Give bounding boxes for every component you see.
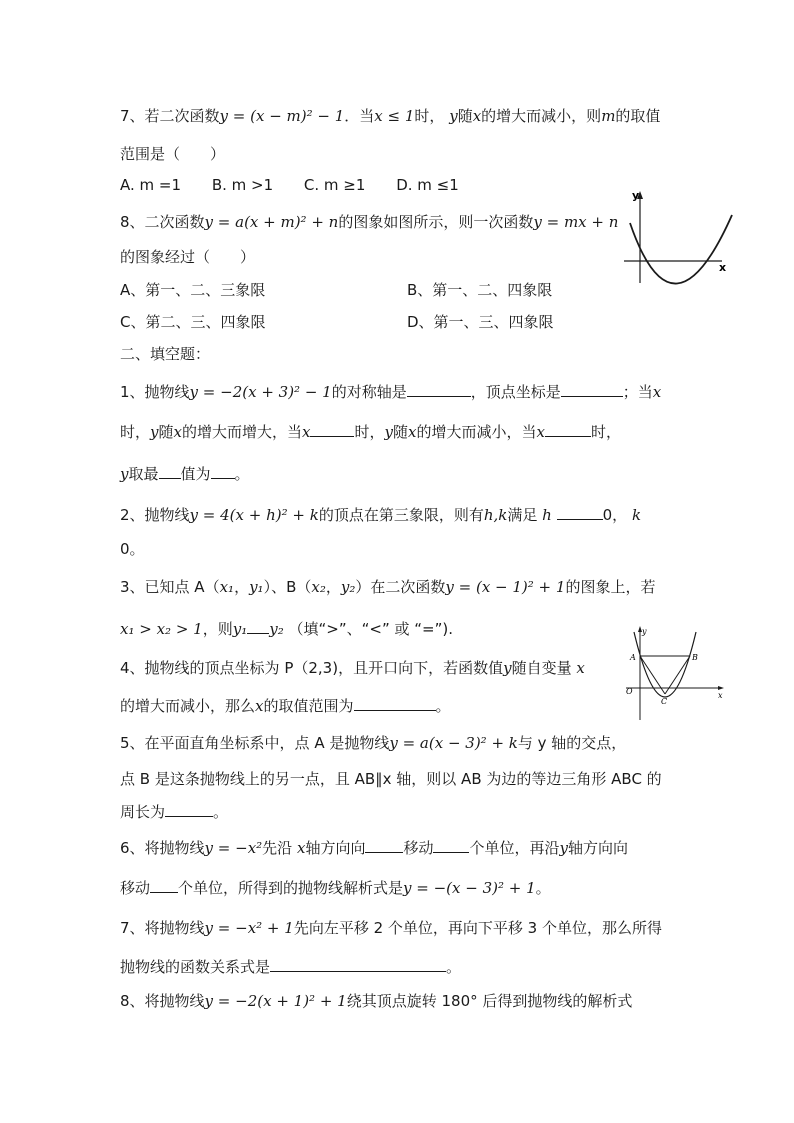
blank-y-units[interactable] (150, 876, 178, 893)
var-y: y (120, 465, 129, 483)
f4-line1 (120, 658, 585, 678)
f6-formula: y = −x² (204, 839, 263, 857)
f6-line2 (120, 876, 551, 898)
q7-option-d: D. m ≤1 (396, 176, 459, 194)
f8-text: 绕其顶点旋转 180° 后得到抛物线的解析式 (346, 992, 633, 1010)
f3-condition: x₁ > x₂ > 1 (120, 620, 203, 638)
q8-formula2: y = mx + n (533, 213, 619, 231)
f6-text: 个单位，再沿 (469, 839, 560, 857)
q7-text: ．当 (344, 107, 375, 125)
f4-line2 (120, 694, 451, 716)
f1-text: 时， (590, 423, 621, 441)
f3-text: ， (234, 578, 250, 596)
blank-x-range[interactable] (354, 694, 436, 711)
point-a-label: A (630, 653, 636, 662)
f5-text: 5、在平面直角坐标系中，点 A 是抛物线 (120, 734, 390, 752)
f3-line1 (120, 577, 655, 597)
f7-line2 (120, 955, 461, 977)
f1-text: 时， (120, 423, 151, 441)
f4-text: 4、抛物线的顶点坐标为 P（2,3)，且开口向下，若函数值 (120, 659, 504, 677)
var-x2: x₂ (311, 578, 326, 596)
q7-text: 的增大而减小，则 (481, 107, 602, 125)
q7-text: 7、若二次函数 (120, 107, 220, 125)
f7-text: 抛物线的函数关系式是 (120, 958, 271, 976)
q8-line2: 的图象经过（ ） (120, 248, 256, 266)
f2-text: 0， (602, 506, 628, 524)
blank-max-min[interactable] (159, 462, 181, 479)
f8-text: 8、将抛物线 (120, 992, 205, 1010)
var-k: k (631, 506, 642, 524)
q7-options (120, 175, 459, 195)
f7-text: 7、将抛物线 (120, 919, 205, 937)
f6-formula2: y = −(x − 3)² + 1 (403, 879, 536, 897)
var-x: x (652, 383, 662, 401)
q8-formula: y = a(x + m)² + n (204, 213, 339, 231)
q8-options-row2 (120, 312, 265, 332)
f1-line1 (120, 380, 661, 402)
f6-text: 移动 (120, 879, 151, 897)
blank-increase-range[interactable] (310, 420, 354, 437)
var-y1: y₁ (232, 620, 248, 638)
var-y: y (384, 423, 393, 441)
var-x: x (296, 839, 306, 857)
f4-text: 的取值范围为 (263, 697, 354, 715)
f6-line1 (120, 836, 628, 858)
f7-line1 (120, 918, 662, 938)
q8-options-row1 (120, 280, 265, 300)
f1-line2 (120, 420, 621, 442)
q7-formula: y = (x − m)² − 1 (219, 107, 345, 125)
f6-text: 6、将抛物线 (120, 839, 205, 857)
f5-line1 (120, 733, 626, 753)
blank-x-units[interactable] (433, 836, 469, 853)
f1-line3 (120, 462, 250, 484)
section-heading: 二、填空题： (120, 345, 211, 363)
f4-text: 随自变量 (511, 659, 572, 677)
q7-option-c: C. m ≥1 (303, 176, 366, 194)
f3-text: ，则 (202, 620, 233, 638)
f7-text: 。 (446, 958, 462, 976)
parabola-curve (634, 632, 696, 697)
f1-text: 值为 (180, 465, 211, 483)
var-y: y (150, 423, 159, 441)
f1-formula: y = −2(x + 3)² − 1 (189, 383, 332, 401)
var-x: x (173, 423, 182, 441)
f3-text: 的图象上，若 (565, 578, 656, 596)
f1-text: 。 (234, 465, 250, 483)
f7-formula: y = −x² + 1 (204, 919, 294, 937)
f1-text: 的增大而增大，当 (181, 423, 302, 441)
f2-formula: y = 4(x + h)² + k (189, 506, 319, 524)
var-y: y (559, 839, 568, 857)
f3-text: ）在二次函数 (355, 578, 446, 596)
q8-parabola-graph (618, 183, 738, 293)
var-y: y (449, 107, 458, 125)
f3-formula: y = (x − 1)² + 1 (445, 578, 566, 596)
f5-text: 周长为 (120, 803, 166, 821)
f6-text: 个单位，所得到的抛物线解析式是 (178, 879, 404, 897)
q8-line1 (120, 212, 618, 232)
q7-line2: 范围是（ ） (120, 145, 226, 163)
f5-formula: y = a(x − 3)² + k (389, 734, 518, 752)
graph-origin-label: O (626, 687, 633, 696)
q8-option-c: C、第二、三、四象限 (120, 313, 266, 331)
var-y2: y₂ (269, 620, 284, 638)
f1-text: 的对称轴是 (331, 383, 407, 401)
f3-text: （填“>”、“<” 或 “=”). (288, 620, 453, 638)
q8-option-a: A、第一、二、三象限 (120, 281, 266, 299)
f1-text: 1、抛物线 (120, 383, 190, 401)
var-y1: y₁ (249, 578, 264, 596)
q7-option-b: B. m >1 (211, 176, 274, 194)
var-x: x (536, 423, 545, 441)
f5-line3 (120, 800, 228, 822)
f2-line1 (120, 503, 641, 525)
var-x: x (472, 107, 482, 125)
f6-text: 。 (535, 879, 551, 897)
f2-text: 满足 (507, 506, 538, 524)
var-h: h (542, 506, 552, 524)
q7-condition: x ≤ 1 (374, 107, 415, 125)
f1-text: ，顶点坐标是 (470, 383, 561, 401)
point-b-label: B (692, 653, 698, 662)
f5-text: 。 (213, 803, 229, 821)
var-x: x (576, 659, 585, 677)
f6-text: 先沿 (262, 839, 293, 857)
graph-y-label: y (642, 627, 647, 636)
f2-text: 2、抛物线 (120, 506, 190, 524)
blank-axis[interactable] (407, 380, 471, 397)
f5-triangle-graph (620, 622, 726, 724)
q7-line1 (120, 106, 660, 126)
var-x: x (407, 423, 417, 441)
f1-text: ；当 (622, 383, 653, 401)
blank-vertex[interactable] (561, 380, 623, 397)
f6-text: 轴方向向 (567, 839, 628, 857)
f8-formula: y = −2(x + 1)² + 1 (204, 992, 347, 1010)
f3-text: 3、已知点 A（ (120, 578, 220, 596)
blank-extreme-x[interactable] (545, 420, 591, 437)
f5-line2: 点 B 是这条抛物线上的另一点，且 AB∥x 轴，则以 AB 为边的等边三角形 ABC 的 (120, 770, 662, 788)
f3-text: ）、B（ (263, 578, 312, 596)
var-x: x (302, 423, 311, 441)
graph-x-label: x (719, 261, 727, 274)
var-y: y (503, 659, 512, 677)
var-x: x (255, 697, 264, 715)
var-hk: h,k (483, 506, 508, 524)
f1-text: 时， (354, 423, 385, 441)
q7-option-a: A. m =1 (120, 176, 182, 194)
q7-text: 随 (457, 107, 473, 125)
q8-option-b: B、第一、二、四象限 (407, 281, 553, 299)
var-m: m (601, 107, 616, 125)
var-x1: x₁ (219, 578, 235, 596)
blank-new-function[interactable] (270, 955, 446, 972)
f1-text: 随 (158, 423, 174, 441)
f6-text: 移动 (403, 839, 434, 857)
q8-text: 8、二次函数 (120, 213, 205, 231)
f3-text: ， (325, 578, 341, 596)
blank-perimeter[interactable] (165, 800, 213, 817)
point-c-label: C (661, 697, 668, 706)
f7-text: 先向左平移 2 个单位，再向下平移 3 个单位，那么所得 (293, 919, 662, 937)
f2-line2: 0。 (120, 540, 145, 558)
q7-text: 的取值 (615, 107, 661, 125)
f5-text: 与 y 轴的交点， (517, 734, 627, 752)
q8-option-d: D、第一、三、四象限 (407, 313, 554, 331)
f4-text: 。 (435, 697, 451, 715)
f3-line2 (120, 617, 453, 639)
graph-y-label: y (632, 189, 640, 202)
parabola-curve (630, 215, 732, 284)
blank-extreme-value[interactable] (211, 462, 235, 479)
f2-text: 的顶点在第三象限，则有 (318, 506, 484, 524)
blank-x-direction[interactable] (365, 836, 403, 853)
var-y2: y₂ (340, 578, 356, 596)
q8-text: 的图象如图所示，则一次函数 (338, 213, 534, 231)
f1-text: 的增大而减小，当 (416, 423, 537, 441)
f8-line1 (120, 991, 632, 1011)
f1-text: 随 (392, 423, 408, 441)
x-arrow (718, 686, 724, 690)
f1-text: 取最 (128, 465, 159, 483)
blank-h-relation[interactable] (557, 503, 603, 520)
q7-text: 时， (414, 107, 445, 125)
blank-compare[interactable] (247, 617, 269, 634)
f6-text: 轴方向向 (305, 839, 366, 857)
graph-x-label: x (718, 691, 723, 700)
f4-text: 的增大而减小，那么 (120, 697, 256, 715)
